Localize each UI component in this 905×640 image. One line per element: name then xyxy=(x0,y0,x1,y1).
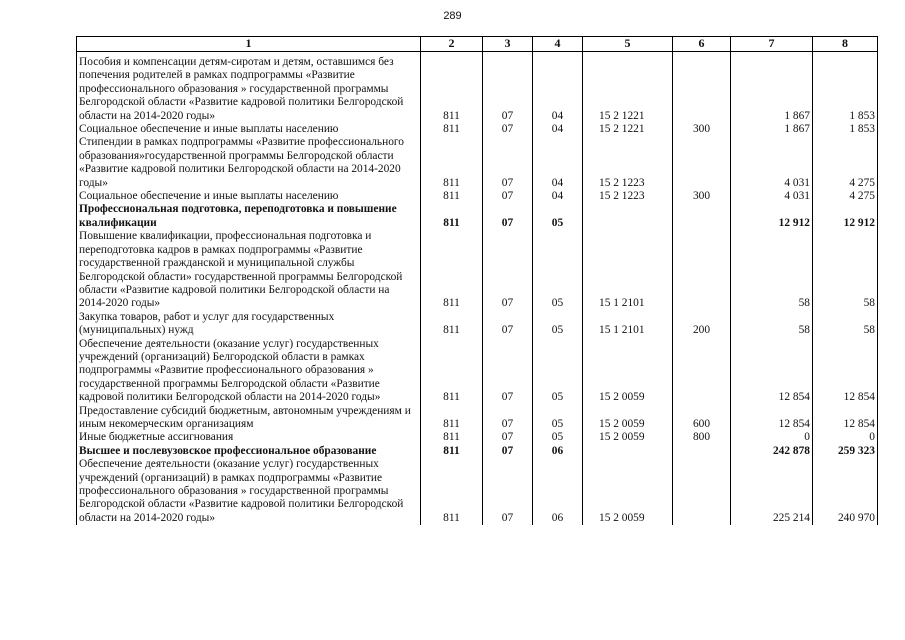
row-ved-code: 811 xyxy=(421,190,483,203)
row-target-article: 15 2 0059 xyxy=(583,458,673,525)
row-expense-type xyxy=(673,230,731,310)
row-subsection-code: 05 xyxy=(533,405,583,432)
row-amount-year-2: 58 xyxy=(813,230,878,310)
header-col-2: 2 xyxy=(421,37,483,52)
row-name: Высшее и послевузовское профессиональное образование xyxy=(77,445,421,458)
row-name: Стипендии в рамках подпрограммы «Развитие профессионального образования»государственной программы Белгородской области «Развитие кадровой политики Белгородской области на 2014-2020 годы» xyxy=(77,136,421,190)
row-expense-type xyxy=(673,445,731,458)
row-amount-year-2: 259 323 xyxy=(813,445,878,458)
row-amount-year-2: 240 970 xyxy=(813,458,878,525)
row-name: Повышение квалификации, профессиональная подготовка и переподготовка кадров в рамках подпрограммы «Развитие государственной гражданской и муниципальной службы Белгородской области» государственной программы Белгородской области «Развитие кадровой политики Белгородской области на 2014-2020 годы» xyxy=(77,230,421,310)
row-expense-type: 300 xyxy=(673,123,731,136)
row-amount-year-2: 1 853 xyxy=(813,52,878,124)
row-subsection-code: 05 xyxy=(533,311,583,338)
header-col-7: 7 xyxy=(731,37,813,52)
table-body xyxy=(77,52,878,526)
row-section-code: 07 xyxy=(483,230,533,310)
row-subsection-code: 05 xyxy=(533,230,583,310)
row-amount-year-1: 12 854 xyxy=(731,405,813,432)
table-row xyxy=(77,445,878,458)
row-amount-year-1: 1 867 xyxy=(731,123,813,136)
row-amount-year-2: 12 854 xyxy=(813,338,878,405)
table-row xyxy=(77,431,878,444)
table-row xyxy=(77,203,878,230)
table-row xyxy=(77,230,878,310)
row-section-code: 07 xyxy=(483,203,533,230)
row-ved-code: 811 xyxy=(421,445,483,458)
table-row xyxy=(77,52,878,124)
row-subsection-code: 04 xyxy=(533,190,583,203)
row-subsection-code: 04 xyxy=(533,123,583,136)
row-amount-year-2: 12 912 xyxy=(813,203,878,230)
row-subsection-code: 06 xyxy=(533,458,583,525)
header-col-8: 8 xyxy=(813,37,878,52)
header-col-5: 5 xyxy=(583,37,673,52)
row-target-article: 15 2 0059 xyxy=(583,338,673,405)
table-row xyxy=(77,405,878,432)
row-amount-year-1: 58 xyxy=(731,311,813,338)
row-target-article: 15 2 1221 xyxy=(583,52,673,124)
row-ved-code: 811 xyxy=(421,338,483,405)
table-row xyxy=(77,190,878,203)
row-name: Иные бюджетные ассигнования xyxy=(77,431,421,444)
row-section-code: 07 xyxy=(483,338,533,405)
table-row xyxy=(77,311,878,338)
row-expense-type xyxy=(673,52,731,124)
row-ved-code: 811 xyxy=(421,136,483,190)
row-section-code: 07 xyxy=(483,136,533,190)
row-target-article: 15 2 1223 xyxy=(583,136,673,190)
row-name: Пособия и компенсации детям-сиротам и детям, оставшимся без попечения родителей в рамках подпрограммы «Развитие профессионального образования » государственной программы Белгородской области «Развитие кадровой политики Белгородской области на 2014-2020 годы» xyxy=(77,52,421,124)
table-row xyxy=(77,123,878,136)
row-target-article: 15 2 0059 xyxy=(583,405,673,432)
row-subsection-code: 05 xyxy=(533,338,583,405)
row-section-code: 07 xyxy=(483,311,533,338)
row-name: Социальное обеспечение и иные выплаты населению xyxy=(77,123,421,136)
row-amount-year-2: 58 xyxy=(813,311,878,338)
row-section-code: 07 xyxy=(483,431,533,444)
row-section-code: 07 xyxy=(483,123,533,136)
row-subsection-code: 05 xyxy=(533,431,583,444)
row-name: Предоставление субсидий бюджетным, автономным учреждениям и иным некомерческим организациям xyxy=(77,405,421,432)
row-amount-year-2: 0 xyxy=(813,431,878,444)
row-name: Обеспечение деятельности (оказание услуг) государственных учреждений (организаций) в рамках подпрограммы «Развитие профессионального образования » государственной программы Белгородской области «Развитие кадровой политики Белгородской области на 2014-2020 годы» xyxy=(77,458,421,525)
row-section-code: 07 xyxy=(483,190,533,203)
row-ved-code: 811 xyxy=(421,230,483,310)
row-section-code: 07 xyxy=(483,405,533,432)
table-row xyxy=(77,136,878,190)
row-section-code: 07 xyxy=(483,445,533,458)
row-expense-type xyxy=(673,136,731,190)
budget-table xyxy=(76,36,878,525)
row-amount-year-1: 1 867 xyxy=(731,52,813,124)
row-amount-year-1: 12 912 xyxy=(731,203,813,230)
row-subsection-code: 04 xyxy=(533,136,583,190)
row-section-code: 07 xyxy=(483,52,533,124)
header-col-1: 1 xyxy=(77,37,421,52)
row-amount-year-2: 12 854 xyxy=(813,405,878,432)
row-target-article: 15 2 1223 xyxy=(583,190,673,203)
table-row xyxy=(77,338,878,405)
table-row xyxy=(77,458,878,525)
header-row xyxy=(77,37,878,52)
header-col-4: 4 xyxy=(533,37,583,52)
row-ved-code: 811 xyxy=(421,458,483,525)
row-expense-type: 300 xyxy=(673,190,731,203)
row-amount-year-1: 225 214 xyxy=(731,458,813,525)
row-target-article xyxy=(583,203,673,230)
row-target-article: 15 1 2101 xyxy=(583,311,673,338)
row-expense-type: 200 xyxy=(673,311,731,338)
row-amount-year-2: 4 275 xyxy=(813,136,878,190)
row-expense-type xyxy=(673,338,731,405)
row-ved-code: 811 xyxy=(421,431,483,444)
row-expense-type xyxy=(673,203,731,230)
row-amount-year-1: 4 031 xyxy=(731,190,813,203)
row-name: Закупка товаров, работ и услуг для государственных (муниципальных) нужд xyxy=(77,311,421,338)
row-subsection-code: 04 xyxy=(533,52,583,124)
row-ved-code: 811 xyxy=(421,123,483,136)
row-ved-code: 811 xyxy=(421,311,483,338)
row-amount-year-1: 58 xyxy=(731,230,813,310)
table-header xyxy=(77,37,878,52)
row-amount-year-1: 242 878 xyxy=(731,445,813,458)
row-target-article: 15 1 2101 xyxy=(583,230,673,310)
header-col-3: 3 xyxy=(483,37,533,52)
row-target-article xyxy=(583,445,673,458)
row-target-article: 15 2 0059 xyxy=(583,431,673,444)
page-number: 289 xyxy=(443,10,462,22)
row-expense-type xyxy=(673,458,731,525)
row-ved-code: 811 xyxy=(421,52,483,124)
row-name: Социальное обеспечение и иные выплаты населению xyxy=(77,190,421,203)
row-target-article: 15 2 1221 xyxy=(583,123,673,136)
row-ved-code: 811 xyxy=(421,405,483,432)
row-amount-year-2: 1 853 xyxy=(813,123,878,136)
row-section-code: 07 xyxy=(483,458,533,525)
row-expense-type: 800 xyxy=(673,431,731,444)
row-name: Профессиональная подготовка, переподготовка и повышение квалификации xyxy=(77,203,421,230)
row-subsection-code: 06 xyxy=(533,445,583,458)
header-col-6: 6 xyxy=(673,37,731,52)
row-amount-year-1: 4 031 xyxy=(731,136,813,190)
row-subsection-code: 05 xyxy=(533,203,583,230)
row-ved-code: 811 xyxy=(421,203,483,230)
row-amount-year-2: 4 275 xyxy=(813,190,878,203)
row-amount-year-1: 12 854 xyxy=(731,338,813,405)
row-amount-year-1: 0 xyxy=(731,431,813,444)
row-expense-type: 600 xyxy=(673,405,731,432)
row-name: Обеспечение деятельности (оказание услуг) государственных учреждений (организаций) Белгородской области в рамках подпрограммы «Развитие профессионального образования » государственной программы Белгородской области «Развитие кадровой политики Белгородской области на 2014-2020 годы» xyxy=(77,338,421,405)
